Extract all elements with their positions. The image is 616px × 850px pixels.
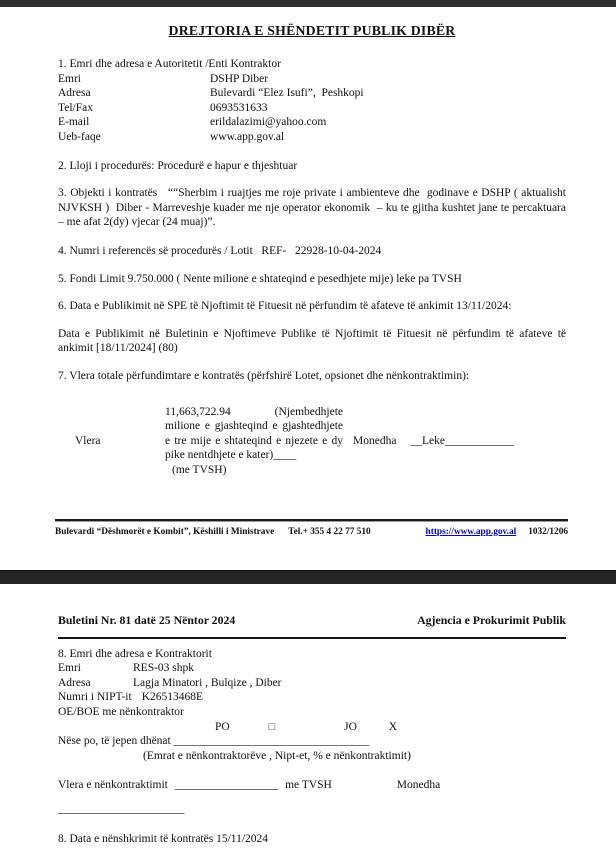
section-6-text: 6. Data e Publikimit në SPE të Njoftimit të Fituesit në përfundim të afateve të ankimit 13/11/2024:: [58, 300, 512, 313]
field-label: Emri: [58, 72, 81, 85]
po-label: PO: [215, 720, 230, 733]
field-value: Lagja Minatori , Bulqize , Diber: [133, 676, 282, 689]
footer-text-row: [55, 527, 568, 538]
table-row: [58, 86, 566, 101]
table-row: [58, 676, 566, 691]
if-yes-note: (Emrat e nënkontraktorëve , Nipt-et, % e nënkontraktimit): [143, 749, 411, 762]
contract-signature-date: 8. Data e nënshkrimit të kontratës 15/11/2024: [58, 832, 269, 845]
contract-value-block: [58, 405, 566, 478]
subcontractor-line: OE/BOE me nënkontraktor: [58, 705, 184, 718]
table-row: [58, 101, 566, 116]
section-3-text: 3. Objekti i kontratës ““Sherbim i ruajtjes me roje private i ambienteve dhe godinave e DSHP ( aktualisht NJVKSH ) Diber - Marreveshje kuader me nje operator ekonomik – ku te gjitha kushtet jane te percaktuara – me afat 2(dy) vjecar (24 muaj)”.: [58, 187, 569, 229]
bulletin-title: Buletini Nr. 81 datë 25 Nëntor 2024: [58, 613, 236, 627]
value-label: Vlera: [75, 434, 101, 447]
field-label: Adresa: [58, 676, 91, 689]
table-row: [58, 690, 566, 705]
document-title: DREJTORIA E SHËNDETIT PUBLIK DIBËR: [168, 23, 456, 38]
field-label: Emri: [58, 662, 81, 675]
value-amount-block: [165, 405, 346, 478]
field-label: Tel/Fax: [58, 101, 93, 114]
field-label: Numri i NIPT-it: [58, 691, 132, 704]
authority-contact-table: [58, 72, 566, 145]
field-label: Ueb-faqe: [58, 130, 101, 143]
page-1-footer: [55, 519, 568, 538]
field-value: erildalazimi@yahoo.com: [210, 116, 327, 129]
po-checkbox-icon: □: [268, 720, 276, 733]
subcontract-vat-label: me TVSH: [285, 779, 332, 792]
footer-telephone: Tel.+ 355 4 22 77 510: [288, 527, 371, 537]
field-value: 0693531633: [210, 101, 268, 114]
field-value: RES-03 shpk: [133, 662, 195, 675]
yes-no-row: [58, 720, 566, 735]
field-label: E-mail: [58, 116, 90, 129]
subcontract-value-label: Vlera e nënkontraktimit: [58, 779, 168, 792]
subcontract-value-row: [58, 778, 566, 793]
field-value: DSHP Diber: [210, 72, 269, 85]
page-1: [0, 7, 616, 570]
contractor-table: [58, 661, 566, 705]
section-4-text: 4. Numri i referencës së procedurës / Lotit REF- 22928-10-04-2024: [58, 244, 382, 257]
subcontract-currency-blank: ______________________: [58, 802, 185, 815]
header-rule: [58, 637, 566, 639]
agency-name: Agjencia e Prokurimit Publik: [417, 613, 566, 627]
value-amount-text: 11,663,722.94 (Njembedhjete milione e gjashteqind e gjashtedhjete e tre mije e shtateqind e njezete e dy pike nentdhjete e kater)____: [165, 405, 346, 462]
currency-label: Monedha: [353, 434, 397, 447]
table-row: [58, 72, 566, 87]
field-label: Adresa: [58, 87, 91, 100]
section-6b-text: Data e Publikimit në Buletinin e Njoftimeve Publike të Njoftimit të Fituesit në përfundim të afateve të ankimit [18/11/2024] (80): [58, 327, 569, 355]
footer-rule: [55, 519, 568, 521]
field-value: K26513468E: [141, 691, 204, 704]
table-row: [58, 130, 566, 145]
bulletin-header: [58, 613, 566, 628]
footer-address: Bulevardi “Dëshmorët e Kombit”, Këshilli i Ministrave: [55, 527, 275, 537]
subcontract-value-blank: __________________: [174, 779, 279, 792]
table-row: [58, 661, 566, 676]
footer-page-number: 1032/1206: [528, 527, 568, 537]
footer-url-link[interactable]: https://www.app.gov.al: [425, 527, 517, 537]
scan-edge-bar-top: [0, 0, 616, 7]
field-value: www.app.gov.al: [210, 130, 285, 143]
page-separator-bar: [0, 570, 616, 584]
section-1-heading: 1. Emri dhe adresa e Autoritetit /Enti Kontraktor: [58, 58, 281, 70]
section-8-heading: 8. Emri dhe adresa e Kontraktorit: [58, 647, 212, 660]
jo-selected-mark: X: [388, 720, 398, 733]
jo-label: JO: [344, 720, 357, 733]
if-yes-line: Nëse po, të jepen dhënat __________________________________: [58, 735, 370, 748]
section-5-text: 5. Fondi Limit 9.750.000 ( Nente milione e shtateqind e pesedhjete mije) leke pa TVSH: [58, 272, 462, 285]
section-2-text: 2. Lloji i procedurës: Procedurë e hapur e thjeshtuar: [58, 159, 298, 172]
section-7-text: 7. Vlera totale përfundimtare e kontratës (përfshirë Lotet, opsionet dhe nënkontraktimin):: [58, 369, 470, 382]
value-vat-note: (me TVSH): [172, 463, 227, 476]
field-value: Bulevardi “Elez Isufi”, Peshkopi: [210, 87, 364, 100]
currency-value: __Leke____________: [410, 434, 514, 447]
subcontract-currency-label: Monedha: [396, 779, 441, 792]
page-2: [0, 584, 616, 850]
table-row: [58, 115, 566, 130]
